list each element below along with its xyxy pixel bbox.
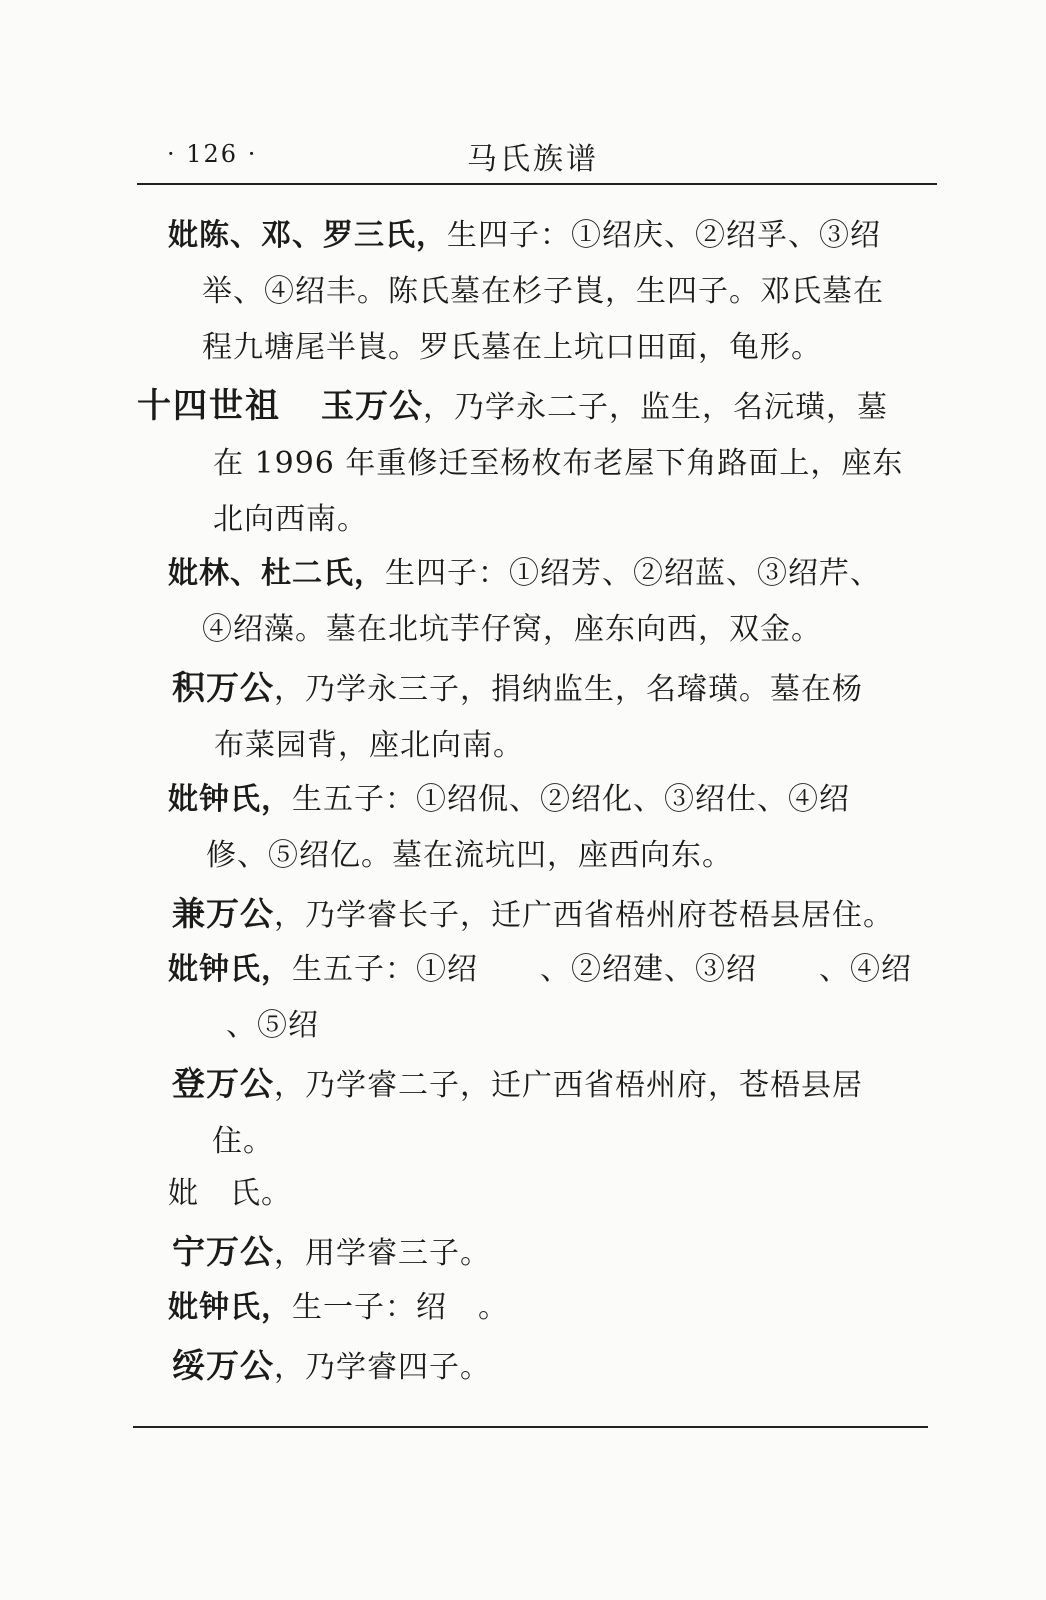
- page-number: · 126 ·: [167, 140, 258, 168]
- entry-yuwan: [137, 378, 903, 548]
- entry-line: [168, 942, 912, 998]
- entry-suiwan: [172, 1338, 491, 1396]
- footer-rule: [133, 1426, 928, 1428]
- entry-text: 生五子：①绍侃、②绍化、③绍仕、④绍: [292, 782, 850, 817]
- entry-line: 、⑤绍: [226, 1008, 319, 1043]
- entry-text: 生一子：绍 。: [292, 1290, 509, 1325]
- entry-line: [172, 886, 894, 944]
- entry-line: [172, 1338, 491, 1396]
- entry-unnamed-wife: [168, 1166, 292, 1222]
- spouse-name: 妣林、杜二氏，: [168, 556, 385, 591]
- entry-line: [168, 772, 850, 828]
- ancestor-name: 兼万公: [172, 894, 274, 933]
- entry-text: ，用学睿三子。: [274, 1236, 491, 1271]
- entry-line: [168, 208, 884, 264]
- entry-line: 举、④绍丰。陈氏墓在杉子崀，生四子。邓氏墓在: [202, 274, 884, 309]
- entry-text: 生四子：①绍芳、②绍蓝、③绍芹、: [385, 556, 881, 591]
- entry-text: 生五子：①绍 、②绍建、③绍 、④绍: [292, 952, 912, 987]
- ancestor-name: 登万公: [172, 1064, 274, 1103]
- spouse-name: 妣钟氏，: [168, 952, 292, 987]
- spouse-name: 妣钟氏，: [168, 782, 292, 817]
- entry-lin-du: [168, 546, 881, 658]
- entry-line: [172, 660, 863, 718]
- entry-jianwan: [172, 886, 894, 944]
- ancestor-name: 宁万公: [172, 1232, 274, 1271]
- entry-zhong-1: [168, 772, 850, 884]
- entry-line: [172, 1056, 863, 1114]
- entry-dengwan: [172, 1056, 863, 1170]
- entry-zhong-3: [168, 1280, 509, 1336]
- entry-line: [172, 1224, 491, 1282]
- ancestor-name: 绥万公: [172, 1346, 274, 1385]
- generation-label: 十四世祖: [137, 386, 281, 426]
- entry-text: 生四子：①绍庆、②绍孚、③绍: [447, 218, 881, 253]
- header-rule: [137, 183, 937, 185]
- entry-line: 程九塘尾半崀。罗氏墓在上坑口田面，龟形。: [202, 330, 822, 365]
- entry-line: [168, 546, 881, 602]
- entry-line: 在 1996 年重修迁至杨枚布老屋下角路面上，座东: [213, 446, 904, 481]
- ancestor-name: 玉万公: [321, 386, 423, 425]
- entry-text: ，乃学睿二子，迁广西省梧州府，苍梧县居: [274, 1068, 863, 1103]
- entry-line: 住。: [212, 1124, 274, 1159]
- entry-text: ，乃学睿四子。: [274, 1350, 491, 1385]
- spouse-name: 妣钟氏，: [168, 1290, 292, 1325]
- entry-line: 北向西南。: [213, 502, 368, 537]
- entry-line: 布菜园背，座北向南。: [214, 728, 524, 763]
- entry-line: [168, 1280, 509, 1336]
- page-header: [137, 128, 937, 180]
- ancestor-name: 积万公: [172, 668, 274, 707]
- entry-ningwan: [172, 1224, 491, 1282]
- entry-zhong-2: [168, 942, 912, 1054]
- entry-text: ，乃学永三子，捐纳监生，名璿璜。墓在杨: [274, 672, 863, 707]
- spouse-name: 妣陈、邓、罗三氏，: [168, 218, 447, 253]
- entry-chen-deng-luo: [168, 208, 884, 376]
- book-title: 马氏族谱: [467, 142, 599, 177]
- entry-line: 修、⑤绍亿。墓在流坑凹，座西向东。: [206, 838, 733, 873]
- entry-text: ，乃学睿长子，迁广西省梧州府苍梧县居住。: [274, 898, 894, 933]
- entry-text: ，乃学永二子，监生，名沅璜，墓: [423, 390, 888, 425]
- entry-jiwan: [172, 660, 863, 774]
- entry-line: [137, 378, 903, 436]
- entry-line: ④绍藻。墓在北坑芋仔窝，座东向西，双金。: [202, 612, 822, 647]
- entry-line: 妣 氏。: [168, 1176, 292, 1211]
